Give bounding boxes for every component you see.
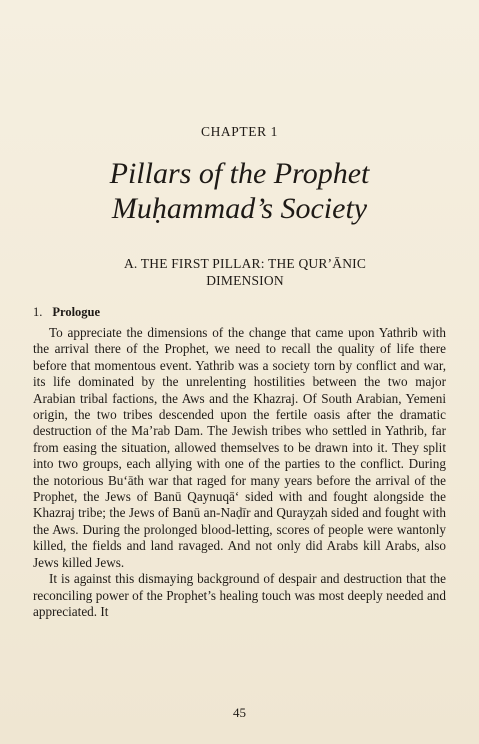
subsection-number: 1. (33, 305, 43, 319)
chapter-title-line-2: Muḥammad’s Society (111, 192, 368, 225)
section-heading-line-1: A. THE FIRST PILLAR: THE QUR’ĀNIC (123, 256, 367, 271)
chapter-title (0, 156, 479, 226)
paragraph: To appreciate the dimensions of the change that came upon Yathrib with the arrival there of the Prophet, we need to recall the quality of life there before that momentous event. Yathrib was a society torn by conflict and war, its life dominated by the unrelenting hostilities between the two major Arabian tribal factions, the Aws and the Khazraj. Of South Arabian, Yemeni origin, the two tribes descended upon the fertile oasis after the dramatic destruction of the Ma’rab Dam. The Jewish tribes who settled in Yathrib, far from easing the situation, allowed themselves to be drawn into it. They split into two groups, each allying with one of the parties to the conflict. During the notorious Bu‘āth war that raged for many years before the arrival of the Prophet, the Jews of Banū Qaynuqā‘ sided with and fought alongside the Khazraj tribe; the Jews of Banū an-Naḍīr and Qurayẓah sided and fought with the Aws. During the prolonged blood-letting, scores of people were wantonly killed, the fields and land ravaged. And not only did Arabs kill Arabs, also Jews killed Jews. (33, 325, 446, 570)
page-number: 45 (233, 705, 246, 720)
section-heading-line-2: DIMENSION (206, 273, 284, 288)
subsection-heading (33, 305, 100, 320)
section-heading (80, 255, 410, 289)
subsection-label: Prologue (52, 305, 101, 319)
body-text (33, 325, 446, 620)
chapter-title-line-1: Pillars of the Prophet (109, 157, 370, 190)
chapter-label: CHAPTER 1 (200, 124, 279, 139)
paragraph: It is against this dismaying background of despair and destruction that the reconciling power of the Prophet’s healing touch was most deeply needed and appreciated. It (33, 571, 446, 619)
